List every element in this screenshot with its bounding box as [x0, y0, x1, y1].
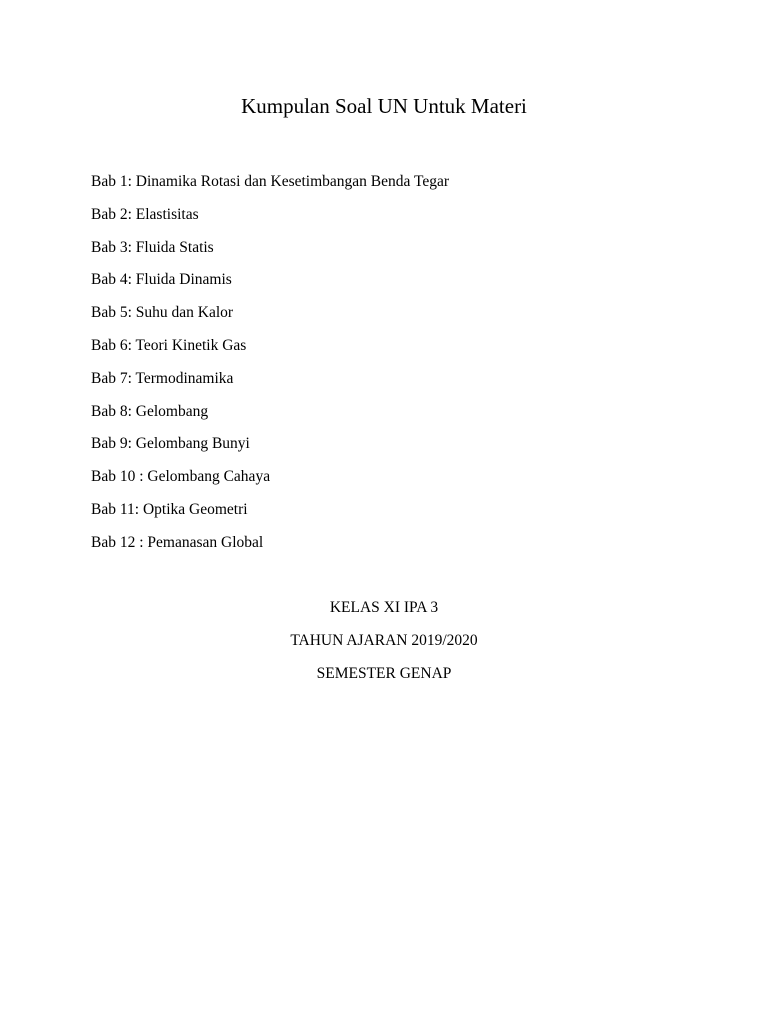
academic-year: TAHUN AJARAN 2019/2020 — [290, 631, 478, 649]
chapter-item: Bab 8: Gelombang — [91, 402, 209, 420]
class-label: KELAS XI IPA 3 — [329, 599, 439, 616]
chapter-item: Bab 9: Gelombang Bunyi — [91, 435, 250, 453]
chapter-item: Bab 3: Fluida Statis — [91, 238, 214, 256]
chapter-item: Bab 12 : Pemanasan Global — [91, 533, 264, 551]
page-title: Kumpulan Soal UN Untuk Materi — [241, 94, 527, 118]
chapter-item: Bab 4: Fluida Dinamis — [91, 271, 232, 289]
chapter-item: Bab 7: Termodinamika — [91, 369, 234, 387]
chapter-item: Bab 1: Dinamika Rotasi dan Kesetimbangan Benda Tegar — [91, 173, 450, 190]
chapter-item: Bab 11: Optika Geometri — [91, 500, 248, 518]
chapter-list — [91, 168, 449, 562]
semester-label: SEMESTER GENAP — [316, 664, 452, 682]
class-info-block — [0, 594, 768, 692]
chapter-item: Bab 5: Suhu dan Kalor — [91, 304, 234, 322]
chapter-item: Bab 2: Elastisitas — [91, 205, 199, 223]
chapter-item: Bab 6: Teori Kinetik Gas — [91, 336, 247, 354]
chapter-item: Bab 10 : Gelombang Cahaya — [91, 468, 271, 486]
